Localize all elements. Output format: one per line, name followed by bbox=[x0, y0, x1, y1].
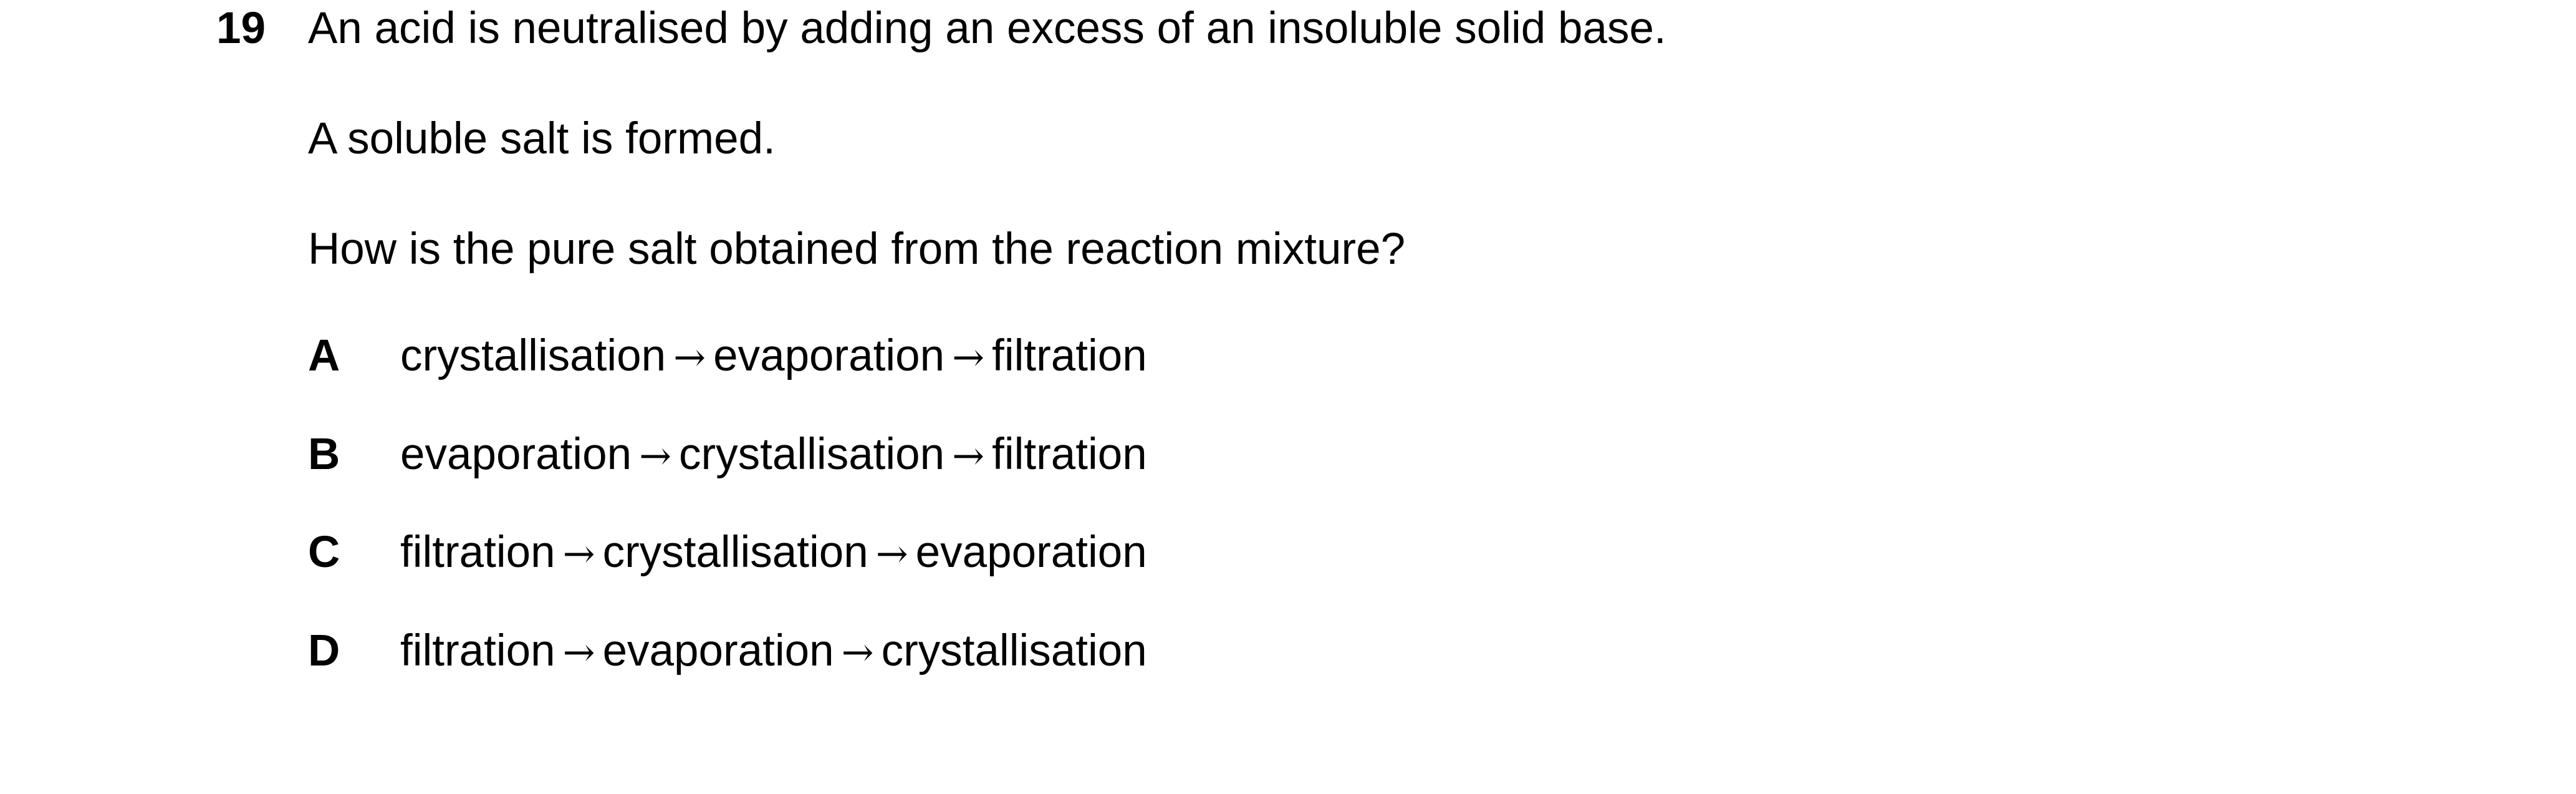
option-step: crystallisation bbox=[602, 528, 868, 577]
right-arrow-icon: → bbox=[639, 433, 672, 478]
question-stem-line-2: A soluble salt is formed. bbox=[308, 114, 776, 163]
option-letter: A bbox=[308, 331, 340, 380]
right-arrow-icon: → bbox=[673, 334, 706, 380]
option-step: evaporation bbox=[713, 331, 945, 380]
question-number: 19 bbox=[216, 4, 266, 53]
answer-option-c[interactable] bbox=[308, 530, 1680, 586]
option-step: crystallisation bbox=[400, 331, 666, 380]
option-step: evaporation bbox=[915, 528, 1147, 577]
answer-option-b[interactable] bbox=[308, 432, 1680, 488]
option-step: filtration bbox=[992, 430, 1147, 479]
option-step: filtration bbox=[400, 626, 555, 675]
option-letter: B bbox=[308, 430, 340, 479]
option-text bbox=[400, 626, 1147, 675]
question-stem-line-1: An acid is neutralised by adding an excess of an insoluble solid base. bbox=[308, 4, 1666, 53]
option-step: crystallisation bbox=[881, 626, 1147, 675]
answer-option-d[interactable] bbox=[308, 626, 1680, 685]
right-arrow-icon: → bbox=[562, 629, 595, 675]
right-arrow-icon: → bbox=[841, 629, 874, 675]
option-letter: D bbox=[308, 626, 340, 675]
right-arrow-icon: → bbox=[562, 531, 595, 576]
option-text bbox=[400, 528, 1147, 577]
option-step: filtration bbox=[400, 528, 555, 577]
option-text bbox=[400, 432, 1147, 477]
answer-option-a[interactable] bbox=[308, 331, 1680, 390]
option-step: evaporation bbox=[602, 626, 834, 675]
right-arrow-icon: → bbox=[952, 433, 985, 478]
right-arrow-icon: → bbox=[875, 531, 908, 576]
right-arrow-icon: → bbox=[952, 334, 985, 380]
option-step: filtration bbox=[992, 331, 1147, 380]
option-letter: C bbox=[308, 528, 340, 577]
option-step: evaporation bbox=[400, 430, 632, 479]
option-step: crystallisation bbox=[679, 430, 945, 479]
question-prompt: How is the pure salt obtained from the reaction mixture? bbox=[308, 225, 1406, 274]
option-text bbox=[400, 331, 1147, 380]
